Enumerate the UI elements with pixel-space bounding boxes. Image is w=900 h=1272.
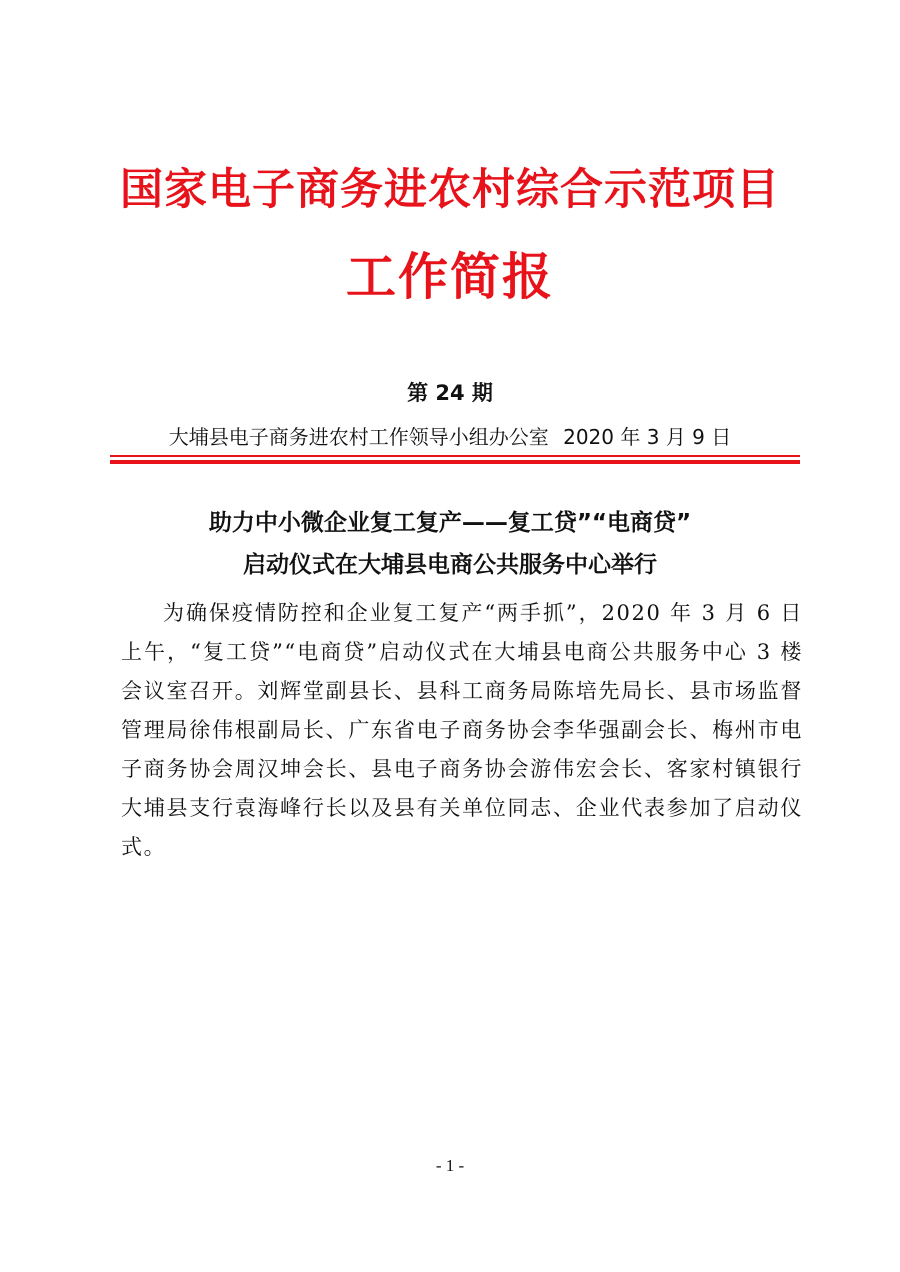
article-paragraph: 为确保疫情防控和企业复工复产“两手抓”，2020 年 3 月 6 日上午，“复工贷”“电商贷”启动仪式在大埔县电商公共服务中心 3 楼会议室召开。刘辉堂副县长、县科工商务局陈培先局长、县市场监督管理局徐伟根副局长、广东省电子商务协会李华强副会长、梅州市电子商务协会周汉坤会长、县电子商务协会游伟宏会长、客家村镇银行大埔县支行袁海峰行长以及县有关单位同志、企业代表参加了启动仪式。	[121, 601, 803, 859]
issue-date: 2020 年 3 月 9 日	[563, 425, 732, 449]
issue-number: 第 24 期	[407, 381, 493, 405]
header-divider-thick	[110, 460, 800, 464]
article-title-line1: 助力中小微企业复工复产——复工贷”“电商贷”	[208, 510, 692, 536]
issuer-line	[0, 422, 900, 452]
article-title	[0, 502, 900, 586]
masthead-subtitle: 工作简报	[346, 248, 554, 306]
article-title-line2: 启动仪式在大埔县电商公共服务中心举行	[243, 552, 657, 578]
masthead-title: 国家电子商务进农村综合示范项目	[120, 165, 780, 215]
header-divider-thin	[110, 455, 800, 457]
page-number: - 1 -	[435, 1156, 465, 1175]
issuer-office: 大埔县电子商务进农村工作领导小组办公室	[168, 425, 549, 449]
